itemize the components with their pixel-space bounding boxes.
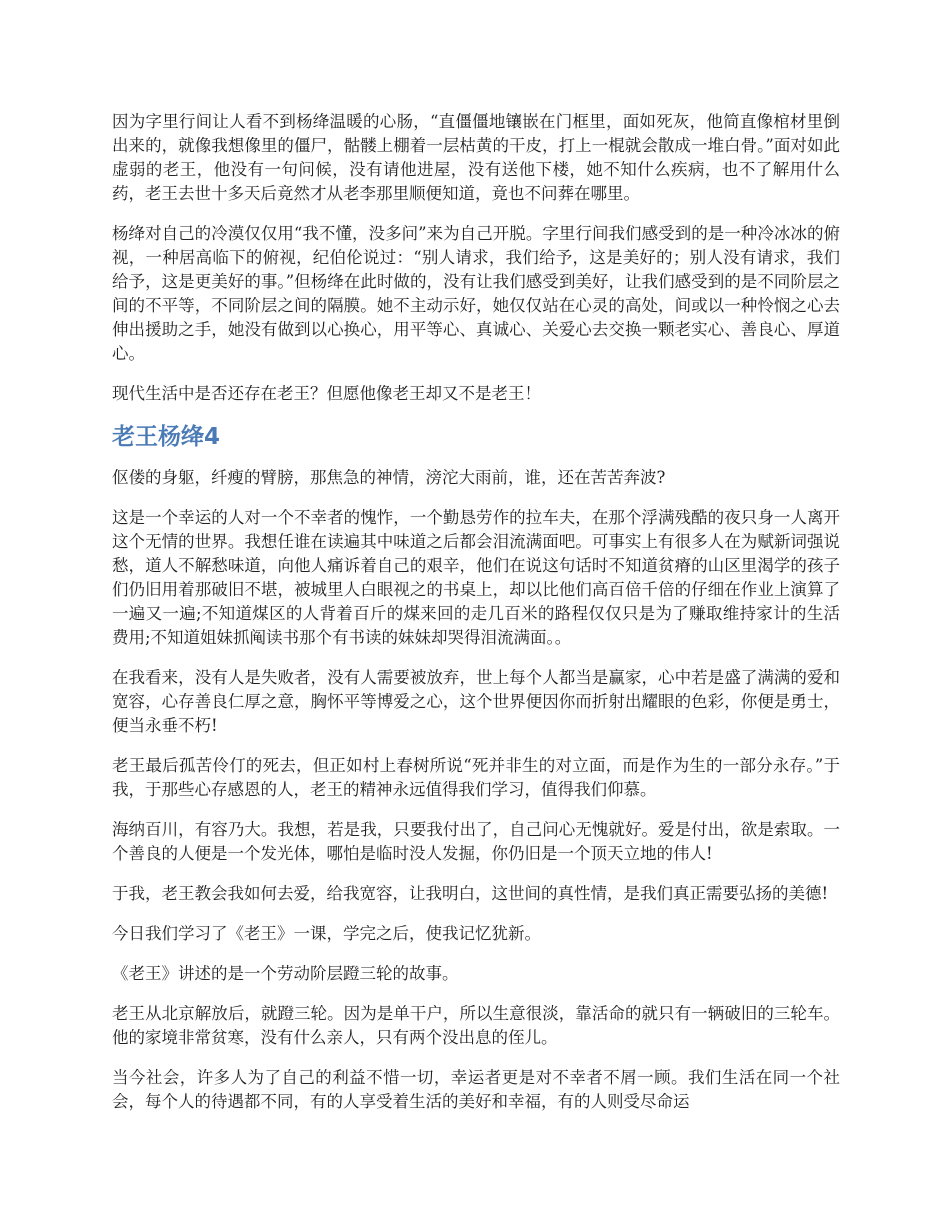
section-heading: 老王杨绛4 [112,424,221,450]
paragraph: 老王最后孤苦伶仃的死去，但正如村上春树所说“死并非生的对立面，而是作为生的一部分永存。”于我，于那些心存感恩的人，老王的精神永远值得我们学习，值得我们仰慕。 [112,756,840,799]
paragraph: 海纳百川，有容乃大。我想，若是我，只要我付出了，自己问心无愧就好。爱是付出，欲是索取。一个善良的人便是一个发光体，哪怕是临时没人发掘，你仍旧是一个顶天立地的伟人! [112,820,840,863]
paragraph: 当今社会，许多人为了自己的利益不惜一切，幸运者更是对不幸者不屑一顾。我们生活在同一个社会，每个人的待遇都不同，有的人享受着生活的美好和幸福，有的人则受尽命运 [112,1068,840,1111]
paragraph: 现代生活中是否还存在老王？但愿他像老王却又不是老王！ [112,384,541,403]
paragraph: 杨绛对自己的冷漠仅仅用“我不懂，没多问”来为自己开脱。字里行间我们感受到的是一种冷冰冰的俯视，一种居高临下的俯视，纪伯伦说过：“别人请求，我们给予，这是美好的；别人没有请求，我们给予，这是更美好的事。”但杨绛在此时做的，没有让我们感受到美好，让我们感受到的是不同阶层之间的不平等，不同阶层之间的隔膜。她不主动示好，她仅仅站在心灵的高处，间或以一种怜悯之心去伸出援助之手，她没有做到以心换心，用平等心、真诚心、关爱心去交换一颗老实心、善良心、厚道心。 [112,224,840,363]
document-page [112,110,840,1130]
paragraph: 老王从北京解放后，就蹬三轮。因为是单干户，所以生意很淡，靠活命的就只有一辆破旧的三轮车。他的家境非常贫寒，没有什么亲人，只有两个没出息的侄儿。 [112,1004,840,1047]
paragraph: 今日我们学习了《老王》一课，学完之后，使我记忆犹新。 [112,924,541,943]
paragraph: 在我看来，没有人是失败者，没有人需要被放弃，世上每个人都当是赢家，心中若是盛了满满的爱和宽容，心存善良仁厚之意，胸怀平等博爱之心，这个世界便因你而折射出耀眼的色彩，你便是勇士，便当永垂不朽! [112,668,840,735]
paragraph: 伛偻的身躯，纤瘦的臂膀，那焦急的神情，滂沱大雨前，谁，还在苦苦奔波? [112,468,666,487]
paragraph: 因为字里行间让人看不到杨绛温暖的心肠，“直僵僵地镶嵌在门框里，面如死灰，他简直像棺材里倒出来的，就像我想像里的僵尸，骷髅上棚着一层枯黄的干皮，打上一棍就会散成一堆白骨。”面对如此虚弱的老王，他没有一句问候，没有请他进屋，没有送他下楼，她不知什么疾病，也不了解用什么药，老王去世十多天后竟然才从老李那里顺便知道，竟也不问葬在哪里。 [112,112,840,203]
paragraph: 这是一个幸运的人对一个不幸者的愧怍，一个勤恳劳作的拉车夫，在那个浮满残酷的夜只身一人离开这个无情的世界。我想任谁在读遍其中味道之后都会泪流满面吧。可事实上有很多人在为赋新词强说愁，道人不解愁味道，向他人痛诉着自己的艰辛，他们在说这句话时不知道贫瘠的山区里渴学的孩子们仍旧用着那破旧不堪，被城里人白眼视之的书桌上，却以比他们高百倍千倍的仔细在作业上演算了一遍又一遍;不知道煤区的人背着百斤的煤来回的走几百米的路程仅仅只是为了赚取维持家计的生活费用;不知道姐妹抓阄读书那个有书读的妹妹却哭得泪流满面。。 [112,508,840,647]
paragraph: 于我，老王教会我如何去爱，给我宽容，让我明白，这世间的真性情，是我们真正需要弘扬的美德! [112,884,829,903]
paragraph: 《老王》讲述的是一个劳动阶层蹬三轮的故事。 [112,964,459,983]
